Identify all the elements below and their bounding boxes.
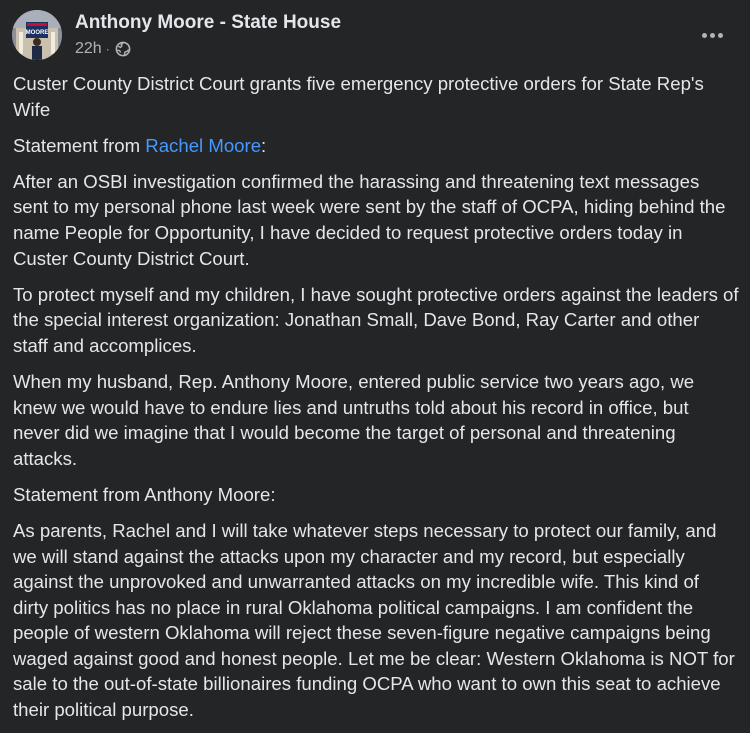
statement-intro-rachel (13, 133, 739, 159)
paragraph-husband: When my husband, Rep. Anthony Moore, entered public service two years ago, we knew we would have to endure lies and untruths told about his record in office, but never did we imagine that I would become the target of personal and threatening attacks. (13, 370, 695, 469)
page-name-link[interactable]: Anthony Moore - State House (75, 12, 342, 33)
post-body (13, 71, 739, 733)
avatar-sign-text: MOORE (25, 30, 49, 36)
more-options-dot (710, 33, 715, 38)
more-options-icon (702, 33, 707, 38)
more-options-button[interactable] (694, 17, 730, 53)
paragraph-osbi: After an OSBI investigation confirmed the harassing and threatening text messages sent to my personal phone last week were sent by the staff of OCPA, hiding behind the name People for Opportunity, I have decided to request protective orders today in Custer County District Court. (13, 170, 726, 269)
globe-icon[interactable] (115, 41, 131, 57)
avatar-image (12, 10, 62, 60)
paragraph-protect: To protect myself and my children, I have sought protective orders against the leaders of the special interest organization: Jonathan Small, Dave Bond, Ray Carter and other staff and accomplices. (13, 283, 739, 356)
statement-colon: : (261, 134, 267, 156)
mention-rachel-moore[interactable]: Rachel Moore (145, 134, 262, 156)
page-avatar[interactable] (12, 10, 62, 60)
statement-prefix: Statement from (13, 134, 146, 156)
post-meta (75, 39, 131, 59)
post-headline: Custer County District Court grants five emergency protective orders for State Rep's Wife (13, 73, 704, 120)
paragraph-parents: As parents, Rachel and I will take whatever steps necessary to protect our family, and we will stand against the attacks upon my character and my record, but especially against the unprovoked and unwarranted attacks on my incredible wife. This kind of dirty politics has no place in rural Oklahoma political campaigns. I am confident the people of western Oklahoma will reject these seven-figure negative campaigns being waged against good and honest people. Let me be clear: Western Oklahoma is NOT for sale to the out-of-state billionaires funding OCPA who want to own this seat to achieve their political purpose. (13, 519, 735, 721)
meta-separator: · (105, 42, 110, 56)
post-timestamp[interactable]: 22h (75, 40, 102, 57)
post-header (12, 9, 738, 61)
more-options-dot (718, 33, 723, 38)
statement-intro-anthony: Statement from Anthony Moore: (13, 483, 276, 505)
